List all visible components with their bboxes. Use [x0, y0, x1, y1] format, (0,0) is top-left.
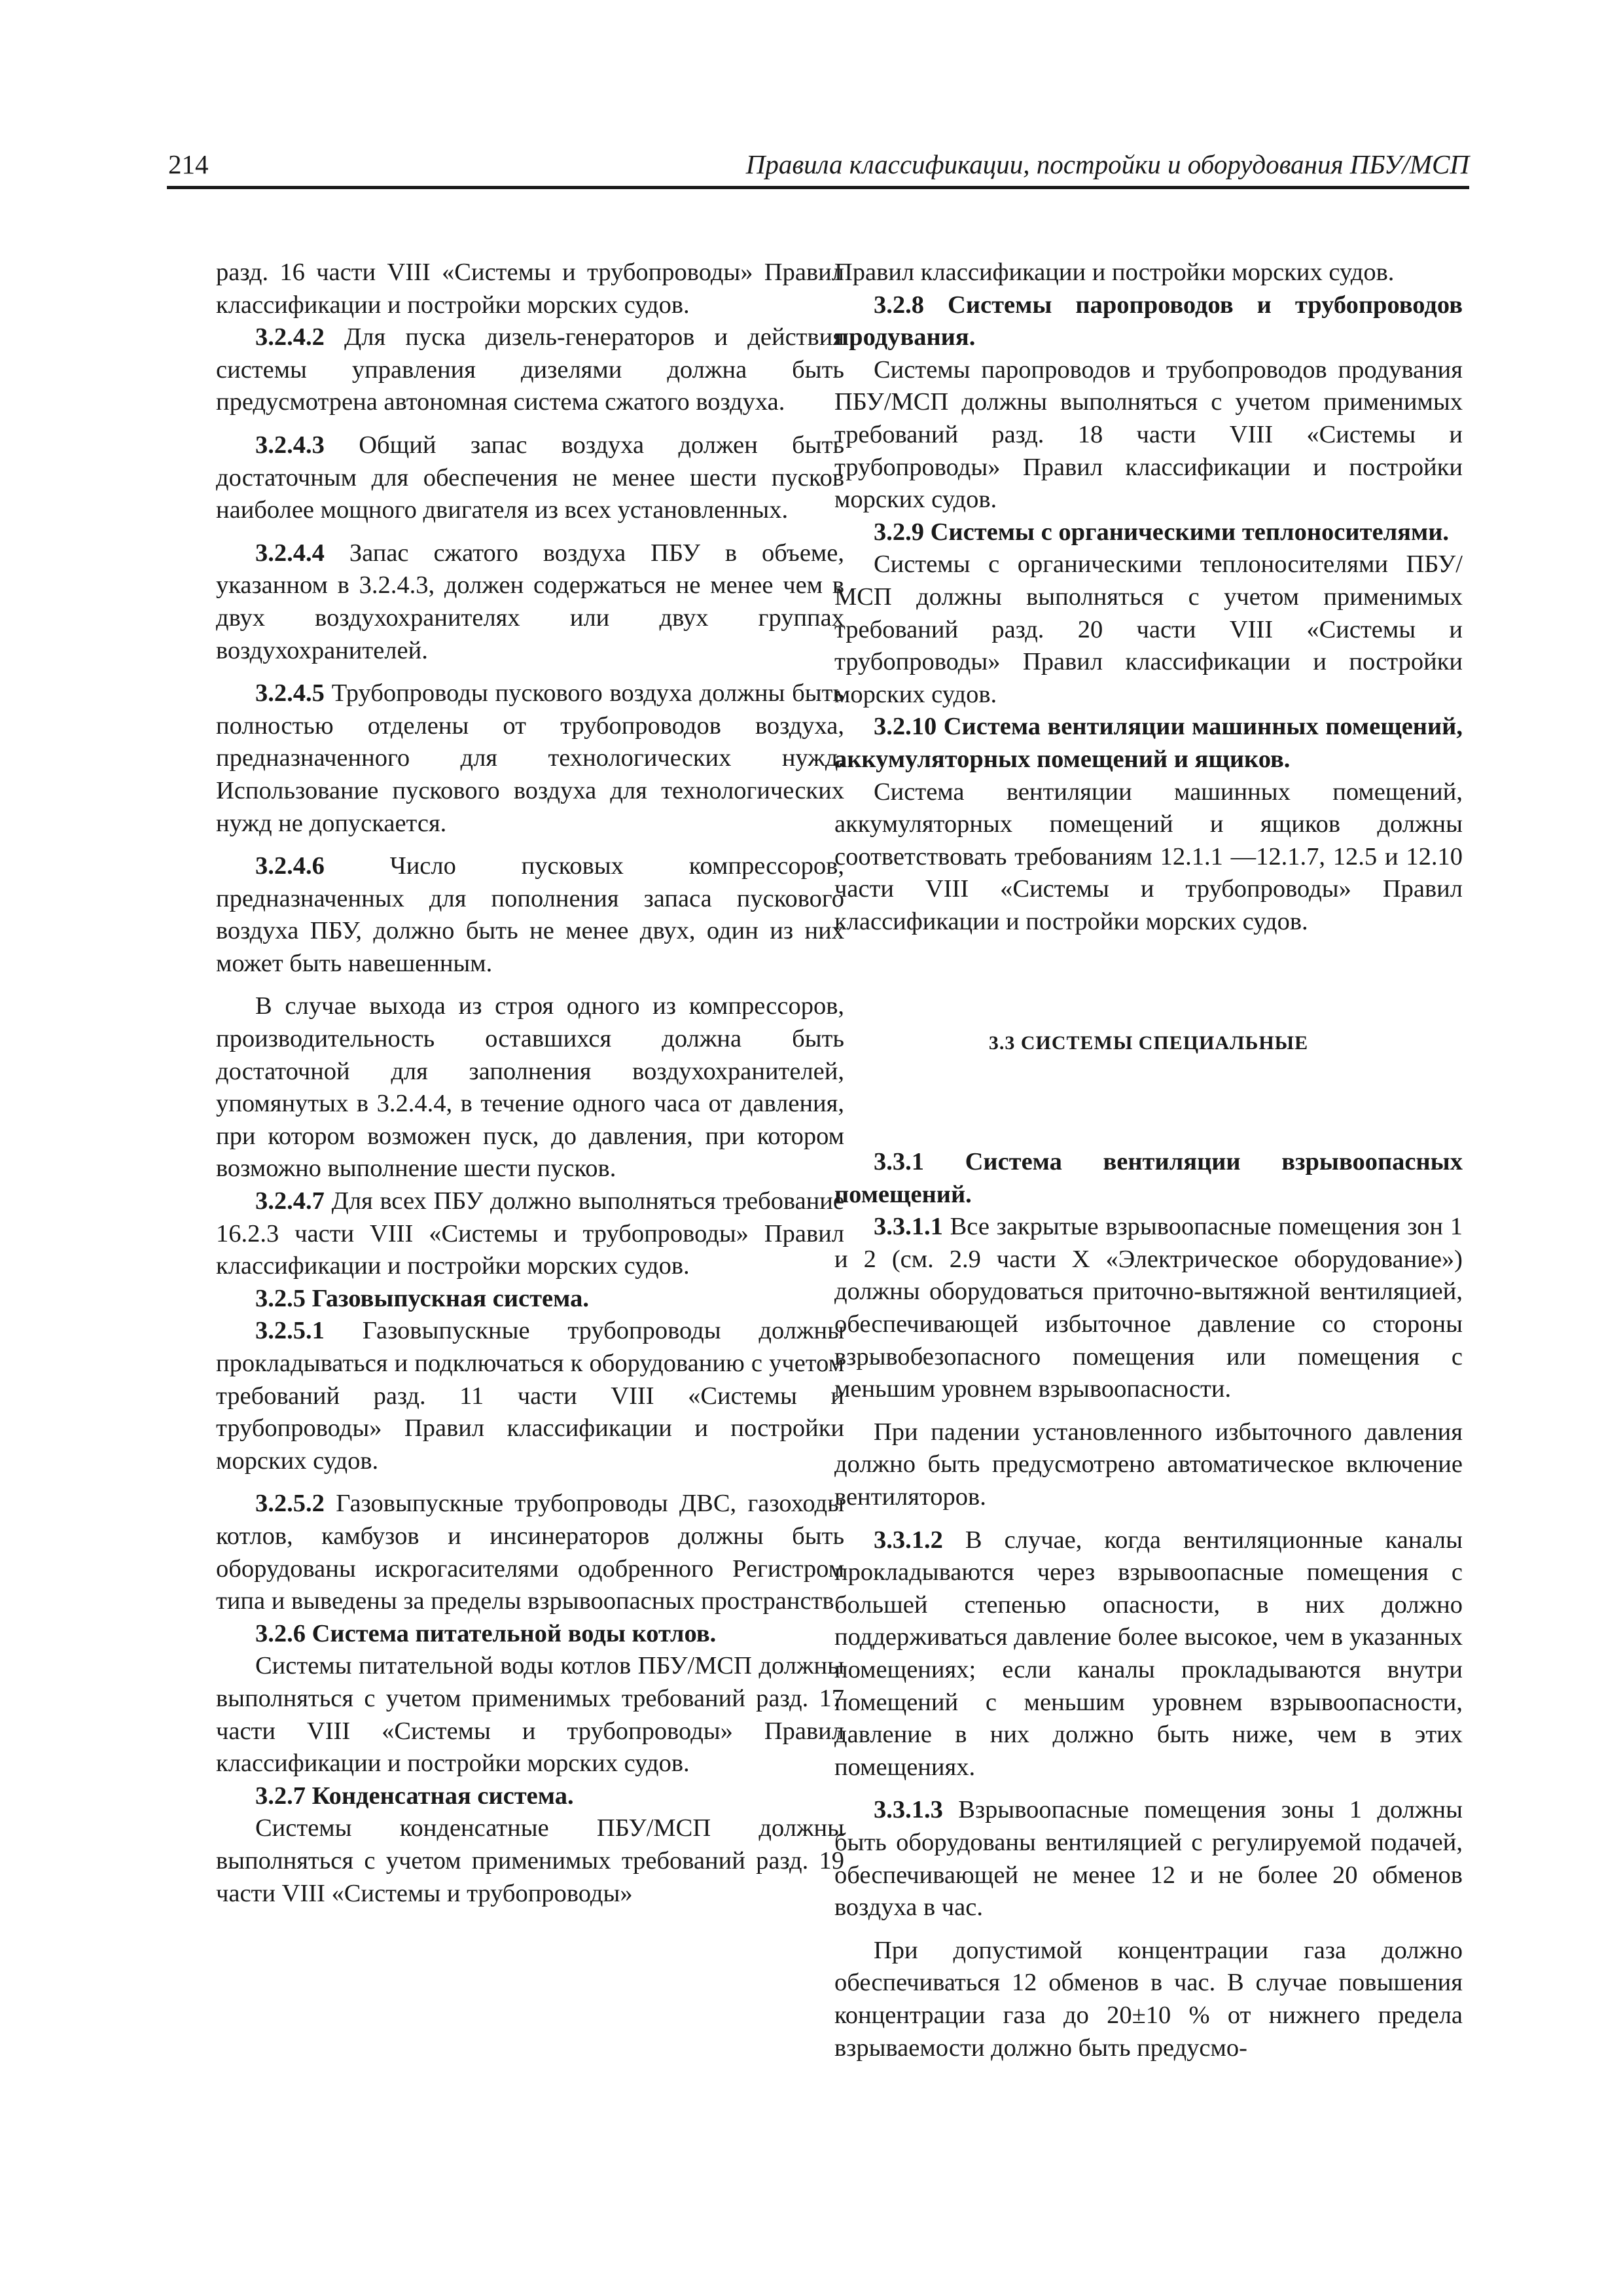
paragraph — [216, 1315, 844, 1477]
paragraph — [834, 1211, 1463, 1406]
running-title: Правила классификации, постройки и оборудования ПБУ/МСП — [745, 149, 1469, 179]
clause-number: 3.2.4.6 — [255, 852, 325, 880]
clause-number: 3.2.4.2 — [255, 323, 325, 351]
paragraph-text: Для пуска дизель-генераторов и действия системы управления дизелями должна быть предусмотрена автономная система сжатого воздуха. — [216, 323, 844, 416]
paragraph: Система вентиляции машинных помещений, аккумуляторных помещений и ящиков должны соответствовать требованиям 12.1.1 —12.1.7, 12.5 и 12.10 части VIII «Системы и трубопроводы» Правил классификации и постройки морских судов. — [834, 778, 1463, 935]
section-heading: 3.3.1 Система вентиляции взрывоопасных помещений. — [834, 1148, 1463, 1208]
clause-number: 3.3.1.2 — [874, 1526, 943, 1554]
paragraph-text: Все закрытые взрывоопасные помещения зон 1 и 2 (см. 2.9 части X «Электрическое оборудование») должны оборудоваться приточно-вытяжной вентиляцией, обеспечивающей избыточное давление со стороны взрывобезопасного помещения или помещения с меньшим уровнем взрывоопасности. — [834, 1213, 1463, 1403]
paragraph: Правил классификации и постройки морских судов. — [834, 259, 1395, 286]
paragraph: Системы с органическими теплоносителями ПБУ/МСП должны выполняться с учетом применимых требований разд. 20 части VIII «Системы и трубопроводы» Правил классификации и постройки морских судов. — [834, 550, 1463, 708]
paragraph: Системы конденсатные ПБУ/МСП должны выполняться с учетом применимых требований разд. 19 части VIII «Системы и трубопроводы» — [216, 1814, 844, 1907]
section-heading: 3.2.10 Система вентиляции машинных помещений, аккумуляторных помещений и ящиков. — [834, 713, 1463, 773]
section-title: 3.3 СИСТЕМЫ СПЕЦИАЛЬНЫЕ — [988, 1032, 1309, 1054]
clause-number: 3.2.5.2 — [255, 1490, 325, 1518]
section-heading: 3.2.6 Система питательной воды котлов. — [255, 1619, 717, 1647]
section-heading: 3.2.9 Системы с органическими теплоносителями. — [874, 518, 1450, 546]
paragraph: Системы питательной воды котлов ПБУ/МСП должны выполняться с учетом применимых требований разд. 17 части VIII «Системы и трубопроводы» Правил классификации и постройки морских судов. — [216, 1652, 844, 1778]
page-number: 214 — [168, 149, 209, 179]
paragraph — [216, 1488, 844, 1617]
paragraph-text: Газовыпускные трубопроводы должны прокладываться и подключаться к оборудованию с учетом требований разд. 11 части VIII «Системы и трубопроводы» Правил классификации и постройки морских судов. — [216, 1317, 845, 1475]
clause-number: 3.3.1.1 — [874, 1213, 943, 1241]
paragraph — [834, 1794, 1463, 1924]
paragraph-text: Трубопроводы пускового воздуха должны быть полностью отделены от трубопроводов воздуха, предназначенного для технологических нужд. Использование пускового воздуха для технологических нужд не допускается. — [216, 679, 844, 837]
clause-number: 3.2.5.1 — [255, 1317, 325, 1345]
section-heading: 3.2.8 Системы паропроводов и трубопроводов продувания. — [834, 291, 1463, 351]
paragraph-text: Взрывоопасные помещения зоны 1 должны быть оборудованы вентиляцией с регулируемой подачей, обеспечивающей не менее 12 и не более 20 обменов воздуха в час. — [834, 1796, 1463, 1922]
paragraph — [216, 537, 844, 667]
paragraph-text: Общий запас воздуха должен быть достаточным для обеспечения не менее шести пусков наиболее мощного двигателя из всех установленных. — [216, 431, 844, 524]
clause-number: 3.2.4.5 — [255, 679, 325, 708]
paragraph — [216, 677, 844, 840]
section-heading: 3.2.7 Конденсатная система. — [255, 1782, 574, 1810]
paragraph: разд. 16 части VIII «Системы и трубопроводы» Правил классификации и постройки морских судов. — [216, 259, 844, 319]
right-column — [834, 257, 1463, 2064]
clause-number: 3.2.4.7 — [255, 1187, 325, 1215]
paragraph — [216, 321, 844, 419]
paragraph: Системы паропроводов и трубопроводов продувания ПБУ/МСП должны выполняться с учетом применимых требований разд. 18 части VIII «Системы и трубопроводы» Правил классификации и постройки морских судов. — [834, 355, 1463, 514]
paragraph: В случае выхода из строя одного из компрессоров, производительность оставшихся должна быть достаточной для заполнения воздухохранителей, упомянутых в 3.2.4.4, в течение одного часа от давления, при котором возможен пуск, до давления, при котором возможно выполнение шести пусков. — [216, 992, 844, 1183]
paragraph-text: Газовыпускные трубопроводы ДВС, газоходы котлов, камбузов и инсинераторов должны быть оборудованы искрогасителями одобренного Регистром типа и выведены за пределы взрывоопасных пространств. — [216, 1490, 844, 1615]
paragraph-text: Запас сжатого воздуха ПБУ в объеме, указанном в 3.2.4.3, должен содержаться не менее чем в двух воздухохранителях или двух группах воздухохранителей. — [216, 539, 845, 664]
paragraph-text: Число пусковых компрессоров, предназначенных для пополнения запаса пускового воздуха ПБУ, должно быть не менее двух, один из них может быть навешенным. — [216, 852, 844, 977]
paragraph-text: Для всех ПБУ должно выполняться требование 16.2.3 части VIII «Системы и трубопроводы» Правил классификации и постройки морских судов. — [216, 1187, 845, 1280]
paragraph — [834, 1524, 1463, 1784]
paragraph — [216, 429, 844, 527]
page-header — [167, 145, 1469, 189]
clause-number: 3.2.4.3 — [255, 431, 325, 459]
section-heading: 3.2.5 Газовыпускная система. — [255, 1284, 589, 1312]
paragraph: При допустимой концентрации газа должно обеспечиваться 12 обменов в час. В случае повышения концентрации газа до 20±10 % от нижнего предела взрываемости должно быть предусмо- — [834, 1936, 1463, 2062]
clause-number: 3.2.4.4 — [255, 539, 325, 567]
paragraph: При падении установленного избыточного давления должно быть предусмотрено автоматическое включение вентиляторов. — [834, 1418, 1463, 1511]
left-column — [216, 257, 844, 1910]
clause-number: 3.3.1.3 — [874, 1796, 943, 1824]
paragraph — [216, 1185, 844, 1283]
paragraph — [216, 850, 844, 980]
paragraph-text: В случае, когда вентиляционные каналы прокладываются через взрывоопасные помещения с большей степенью опасности, в них должно поддерживаться давление более высокое, чем в указанных помещениях; если каналы прокладываются внутри помещений с меньшим уровнем взрывоопасности, давление в них должно быть ниже, чем в этих помещениях. — [834, 1526, 1463, 1781]
